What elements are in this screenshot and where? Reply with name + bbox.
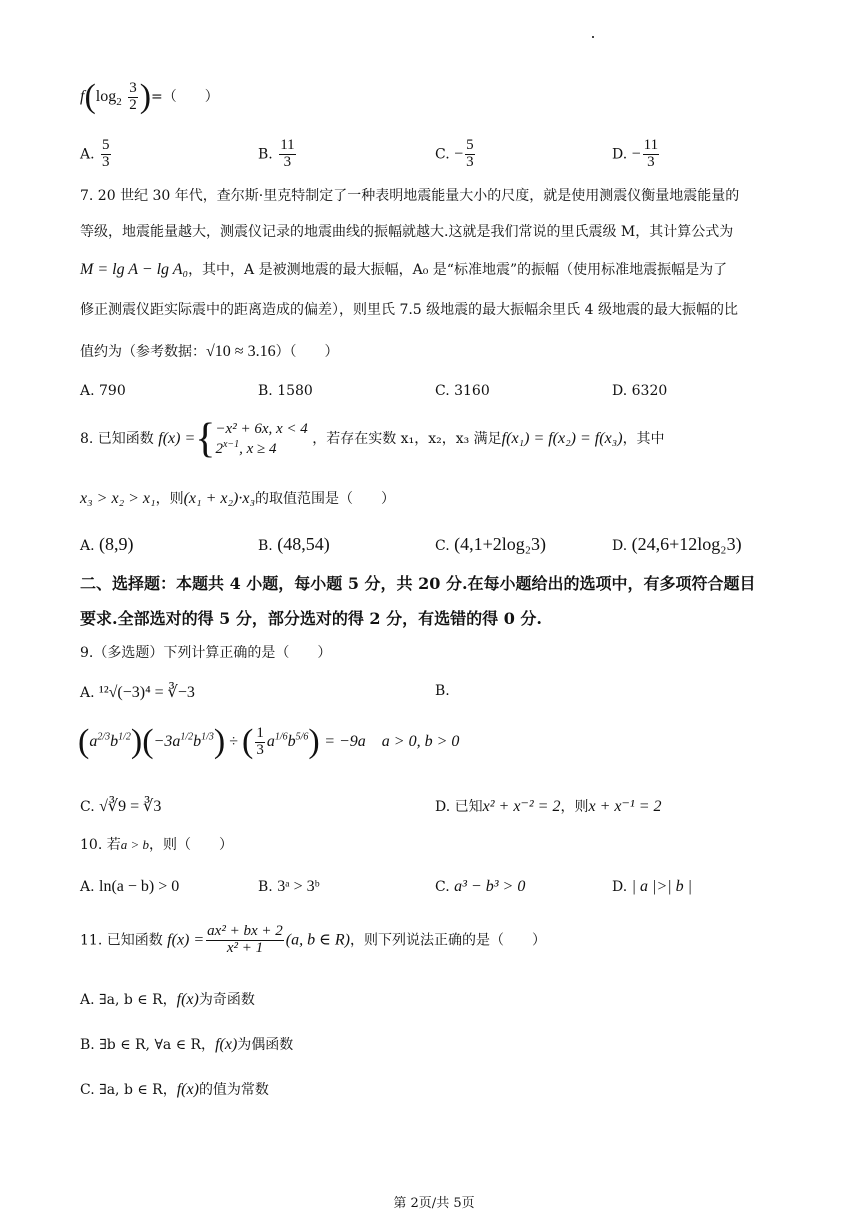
frac-num: 5 — [102, 137, 110, 153]
q8-option-d — [612, 534, 742, 556]
q7-option-a: A. 790 — [80, 383, 126, 399]
option-value: x + x⁻¹ = 2 — [588, 798, 662, 815]
paren: ( — [78, 723, 90, 760]
frac-den: 3 — [647, 153, 655, 170]
q7-line-3-text: ，其中，A 是被测地震的最大振幅，A₀ 是“标准地震”的振幅（使用标准地震振幅是为了 — [188, 262, 728, 278]
q10-condition: a > b — [120, 837, 149, 852]
q6-frac-num: 3 — [129, 79, 137, 96]
q6-option-d — [612, 138, 661, 171]
q7-line-1: 7. 20 世纪 30 年代，查尔斯·里克特制定了一种表明地震能量大小的尺度，就是使用测震仪衡量地震能量的 — [80, 188, 740, 204]
q8-order: x₃ > x₂ > x₁ — [80, 490, 156, 507]
option-label: B. — [258, 879, 273, 895]
q11-numerator: ax² + bx + 2 — [207, 923, 283, 939]
option-value: (48,54) — [277, 534, 330, 554]
option-function: f(x) — [176, 1081, 199, 1098]
q8-case-2 — [215, 439, 307, 459]
q8-function-name: f(x) = — [158, 430, 196, 447]
q6-option-c — [435, 138, 477, 171]
q6-option-a — [80, 138, 113, 171]
term: $-3a^{1/2}b^{1/3}$ — [153, 731, 214, 750]
q9-option-a — [80, 683, 195, 702]
option-fraction — [101, 138, 111, 171]
option-value: ¹²√(−3)⁴ = ∛−3 — [99, 684, 195, 701]
option-label: D. — [612, 146, 628, 163]
frac-den: 3 — [283, 153, 292, 170]
q7-option-d: D. 6320 — [612, 383, 668, 399]
q9-option-d — [435, 797, 662, 816]
q8-line-2-end: 的取值范围是（ ） — [255, 491, 396, 507]
option-value: (24,6+12log₂3) — [631, 534, 742, 554]
term: $a^{2/3}b^{1/2}$ — [89, 731, 131, 750]
option-text: 的值为常数 — [198, 1082, 269, 1098]
q11-option-c — [80, 1080, 269, 1099]
divide: ÷ — [225, 733, 243, 750]
option-value: 3ᵃ > 3ᵇ — [277, 878, 320, 895]
q6-open-paren: ( — [84, 78, 96, 115]
option-label: B. — [258, 146, 273, 163]
q8-brace: { — [195, 416, 216, 462]
q11-lead: 11. 已知函数 — [80, 932, 163, 949]
frac-num: 5 — [466, 137, 474, 153]
option-label: C. — [435, 146, 450, 163]
q8-equation: f(x₁) = f(x₂) = f(x₃) — [501, 430, 623, 447]
q6-fraction — [128, 81, 138, 114]
q11-denominator: x² + 1 — [226, 939, 264, 956]
q6-log: log — [95, 88, 117, 105]
q7-line-5-end: ）（ ） — [275, 344, 339, 360]
q8-mid: ，若存在实数 x₁，x₂，x₃ 满足 — [312, 431, 502, 447]
option-label: C. — [435, 538, 450, 554]
option-label: A. ∃a, b ∈ R， — [80, 992, 177, 1008]
q6-frac-den: 2 — [129, 96, 137, 113]
option-value: ln(a − b) > 0 — [99, 878, 180, 895]
option-fraction — [643, 138, 659, 171]
q10-option-a — [80, 877, 179, 896]
q6-suffix: =（ ） — [151, 89, 219, 105]
q11-condition: (a, b ∈ R) — [285, 931, 351, 949]
option-label: B. ∃b ∈ R, ∀a ∈ R， — [80, 1037, 216, 1053]
q7-ref-data: √10 ≈ 3.16 — [206, 343, 276, 360]
q8-case-1: −x² + 6x, x < 4 — [215, 420, 308, 437]
frac-den: 3 — [466, 153, 474, 170]
q10-stem — [80, 837, 233, 854]
option-function: f(x) — [215, 1036, 238, 1053]
q6-expression — [80, 80, 219, 114]
option-label: C. ∃a, b ∈ R， — [80, 1082, 177, 1098]
frac-num: 11 — [643, 137, 659, 153]
q8-cases — [215, 420, 307, 459]
q7-formula: M = lg A − lg A₀ — [80, 261, 189, 278]
option-label: D. — [612, 879, 628, 895]
paren: ( — [142, 723, 154, 760]
option-label: A. — [80, 685, 95, 701]
page-number: 第 2页/共 5页 — [393, 1196, 475, 1211]
option-value: = −9a a > 0, b > 0 — [324, 733, 460, 750]
q8-option-c — [435, 534, 546, 556]
q11-function-name: f(x) = — [167, 931, 205, 949]
option-value: a³ − b³ > 0 — [454, 878, 526, 895]
option-label: C. — [80, 799, 95, 815]
minus-sign: − — [454, 145, 464, 163]
option-text: 为偶函数 — [237, 1037, 294, 1053]
q7-line-5 — [80, 342, 339, 361]
q8-end: ，其中 — [622, 431, 665, 447]
q7-line-5-text: 值约为（参考数据： — [80, 344, 206, 360]
q8-case-2-base: 2 — [215, 440, 223, 457]
option-value: (4,1+2log₂3) — [454, 534, 547, 554]
q11-fraction — [206, 924, 284, 957]
option-label: A. — [80, 538, 95, 554]
option-label: C. — [435, 879, 450, 895]
q9-stem: 9.（多选题）下列计算正确的是（ ） — [80, 645, 332, 661]
paren: ( — [242, 723, 254, 760]
q10-option-b — [258, 877, 320, 896]
option-text: 为奇函数 — [198, 992, 255, 1008]
q10-option-d — [612, 877, 692, 896]
q9-option-b-expression — [78, 725, 459, 759]
q8-line-2 — [80, 489, 395, 508]
q7-line-3 — [80, 260, 727, 279]
q9-option-b-label: B. — [435, 683, 450, 699]
option-fraction — [465, 138, 475, 171]
q7-line-4: 修正测震仪距实际震中的距离造成的偏差），则里氏 7.5 级地震的最大振幅余里氏 4 级地震的最大振幅的比 — [80, 302, 738, 318]
option-function: f(x) — [176, 991, 199, 1008]
q8-case-2-cond: , x ≥ 4 — [239, 440, 277, 457]
q8-line-1 — [80, 418, 665, 460]
q6-log-base: 2 — [116, 95, 122, 108]
section-2-heading: 二、选择题：本题共 4 小题，每小题 5 分，共 20 分.在每小题给出的选项中，有多项符合题目 — [80, 574, 756, 593]
q11-end: ，则下列说法正确的是（ ） — [350, 932, 547, 949]
option-value: √∛9 = ∛3 — [99, 798, 162, 815]
q10-lead: 10. 若 — [80, 837, 121, 853]
q11-option-b — [80, 1035, 293, 1054]
option-value: | a |>| b | — [631, 878, 693, 895]
option-label: A. — [80, 879, 95, 895]
q7-option-c: C. 3160 — [435, 383, 490, 399]
q7-option-b: B. 1580 — [258, 383, 313, 399]
frac-den: 3 — [102, 153, 110, 170]
paren: ) — [130, 723, 143, 760]
q10-end: ，则（ ） — [149, 837, 233, 853]
q8-line-2-text: ，则 — [155, 491, 184, 507]
q8-option-b — [258, 534, 330, 556]
option-label: D. 已知 — [435, 799, 483, 815]
q10-option-c — [435, 877, 525, 896]
frac-num: 11 — [280, 137, 295, 153]
option-fraction — [279, 138, 295, 171]
q6-option-b — [258, 138, 298, 171]
q7-line-2: 等级，地震能量越大，测震仪记录的地震曲线的振幅就越大.这就是我们常说的里氏震级 M，其计算公式为 — [80, 224, 734, 240]
q8-lead: 8. 已知函数 — [80, 431, 154, 447]
q11-stem — [80, 924, 546, 957]
q8-expression: (x₁ + x₂)·x₃ — [183, 490, 256, 507]
q8-case-2-exp: x−1 — [222, 438, 240, 450]
option-mid: ，则 — [560, 799, 589, 815]
scan-dot — [592, 36, 594, 38]
paren: ) — [308, 723, 320, 760]
option-label: B. — [258, 538, 273, 554]
fraction: $\frac{1}{3}$ — [256, 724, 264, 758]
paren: ) — [213, 723, 226, 760]
option-label: D. — [612, 538, 628, 554]
q8-option-a — [80, 534, 134, 556]
option-condition: x² + x⁻² = 2 — [482, 798, 561, 815]
q6-close-paren: ) — [139, 78, 152, 115]
option-value: (8,9) — [99, 534, 134, 554]
minus-sign: − — [631, 145, 641, 163]
option-label: A. — [80, 146, 95, 163]
term: $a^{1/6}b^{5/6}$ — [266, 731, 309, 750]
q9-option-c — [80, 797, 161, 816]
q6-f: f — [80, 88, 85, 105]
section-2-instructions: 要求.全部选对的得 5 分，部分选对的得 2 分，有选错的得 0 分. — [80, 609, 542, 628]
q11-option-a — [80, 990, 255, 1009]
